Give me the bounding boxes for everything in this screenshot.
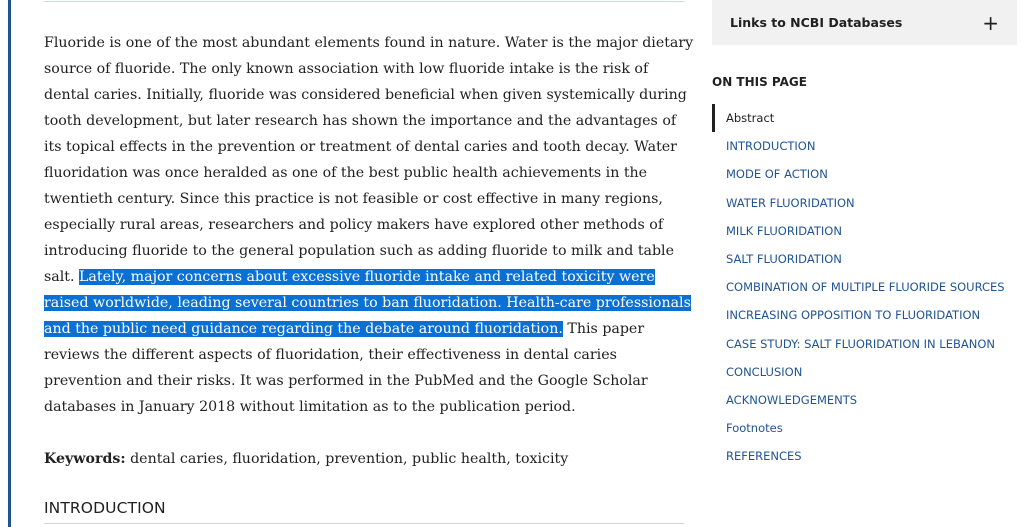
toc-item-abstract[interactable]: Abstract [712,104,1005,132]
toc-item-case-study[interactable]: CASE STUDY: SALT FLUORIDATION IN LEBANON [726,336,995,351]
toc-item-milk-fluoridation[interactable]: MILK FLUORIDATION [726,223,842,238]
keywords-label: Keywords: [44,451,126,467]
abstract-text [44,30,694,420]
toc-item-conclusion[interactable]: CONCLUSION [726,364,803,379]
section-divider [44,523,684,524]
ncbi-links-toggle[interactable] [712,0,1017,45]
plus-icon[interactable]: + [982,10,999,35]
table-of-contents [712,104,1005,470]
toc-item-mode-of-action[interactable]: MODE OF ACTION [726,167,828,182]
section-heading-introduction: INTRODUCTION [44,499,166,517]
keywords-value: dental caries, fluoridation, prevention, public health, toxicity [125,451,569,467]
toc-item-combination[interactable]: COMBINATION OF MULTIPLE FLUORIDE SOURCES [726,280,1005,295]
keywords-line [44,446,568,472]
selected-text[interactable]: Lately, major concerns about excessive fluoride intake and related toxicity were raised worldwide, leading several countries to ban fluoridation. Health-care professionals and the public need guidance regarding the debate around fluoridation. [44,269,691,337]
toc-item-introduction[interactable]: INTRODUCTION [726,139,816,154]
ncbi-links-label: Links to NCBI Databases [730,15,903,30]
abstract-text-after-selection: This paper reviews the different aspects of fluoridation, their effectiveness in dental caries prevention and their risks. It was performed in the PubMed and the Google Scholar databases in January 2018 without limitation as to the publication period. [44,321,648,415]
toc-item-increasing-opposition[interactable]: INCREASING OPPOSITION TO FLUORIDATION [726,308,981,323]
toc-item-salt-fluoridation[interactable]: SALT FLUORIDATION [726,252,842,267]
toc-item-references[interactable]: REFERENCES [726,449,802,464]
on-this-page-heading: ON THIS PAGE [712,75,807,89]
abstract-paragraph [44,30,694,420]
toc-item-footnotes[interactable]: Footnotes [726,421,783,436]
abstract-text-before-selection: Fluoride is one of the most abundant elements found in nature. Water is the major dietary source of fluoride. The only known association with low fluoride intake is the risk of dental caries. Initially, fluoride was considered beneficial when given systemically during tooth development, but later research has shown the importance and the advantages of its topical effects in the prevention or treatment of dental caries and tooth decay. Water fluoridation was once heralded as one of the best public health achievements in the twentieth century. Since this practice is not feasible or cost effective in many regions, especially rural areas, researchers and policy makers have explored other methods of introducing fluoride to the general population such as adding fluoride to milk and table salt. [44,35,694,285]
top-divider [44,1,684,2]
left-accent-bar [8,0,11,527]
toc-item-acknowledgements[interactable]: ACKNOWLEDGEMENTS [726,392,858,407]
toc-item-water-fluoridation[interactable]: WATER FLUORIDATION [726,195,855,210]
